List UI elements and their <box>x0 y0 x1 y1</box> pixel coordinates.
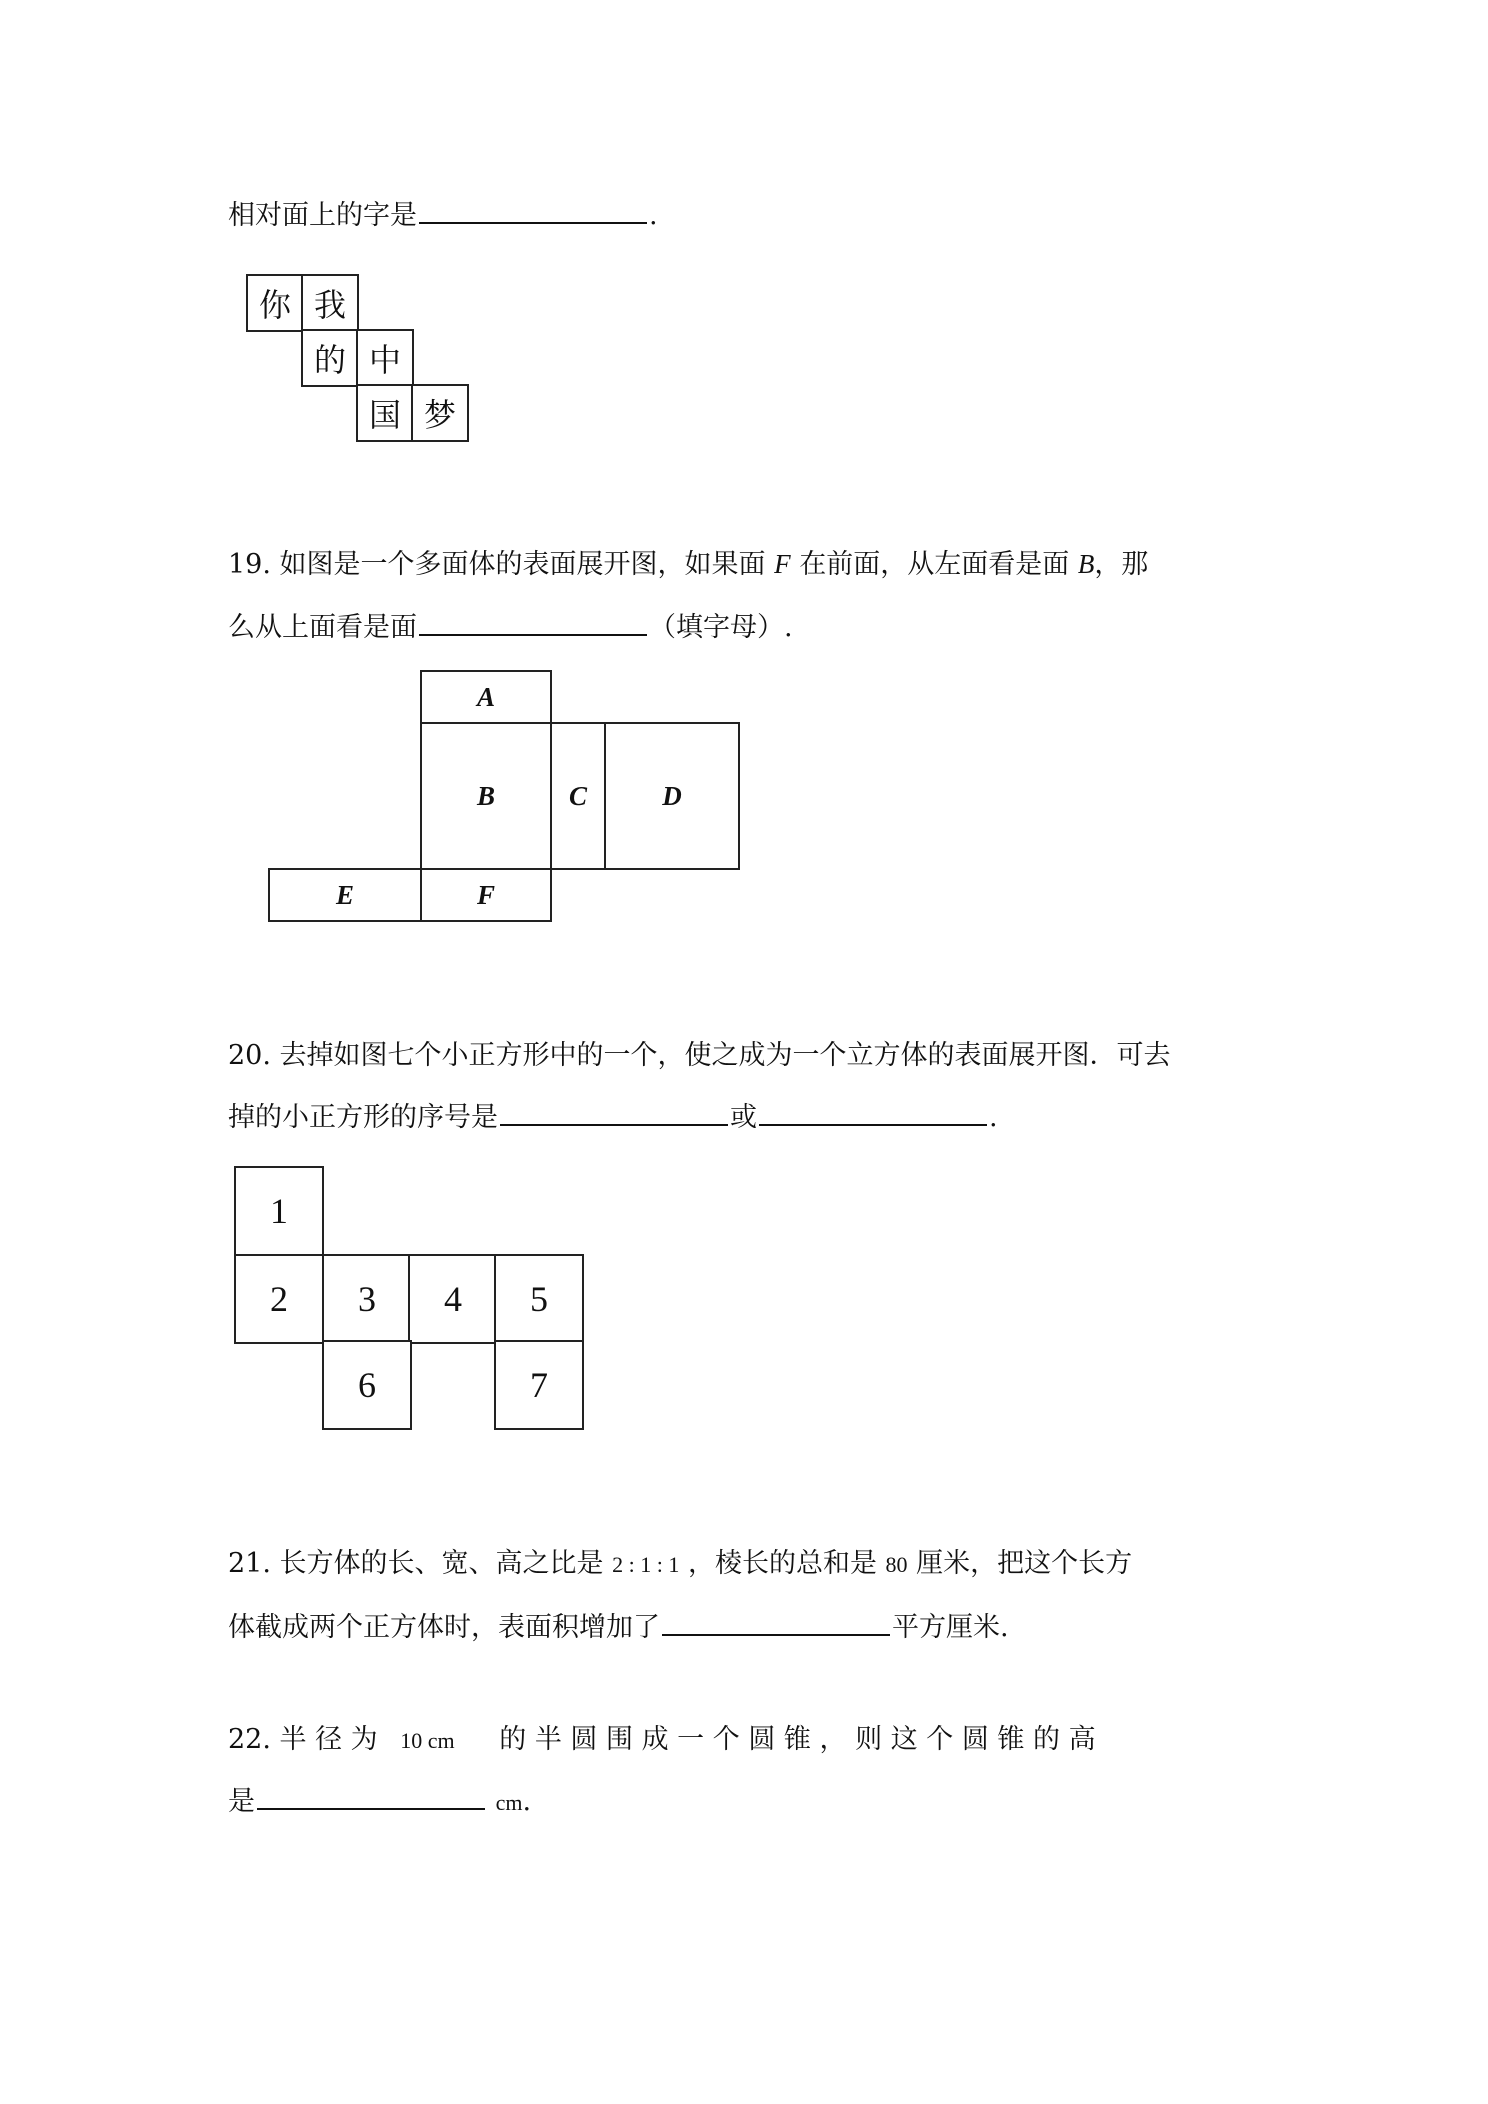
q20-square-3: 3 <box>322 1254 412 1344</box>
q18-cell-ni: 你 <box>246 274 304 332</box>
q18-cell-wo: 我 <box>301 274 359 332</box>
q18-text: 相对面上的字是 <box>228 200 417 231</box>
q21-line1: 21. 长方体的长、宽、高之比是 2 : 1 : 1 ，棱长的总和是 80 厘米，把这个长方 <box>228 1548 1133 1579</box>
q20-square-4: 4 <box>408 1254 498 1344</box>
q21-line2: 体截成两个正方体时，表面积增加了 平方厘米. <box>228 1608 1009 1646</box>
q19-net-figure <box>268 670 740 928</box>
q20-square-2: 2 <box>234 1254 324 1344</box>
q19-line2: 么从上面看是面 （填字母）. <box>228 608 793 646</box>
q19-face-a-cell: A <box>420 670 552 724</box>
q20-square-7: 7 <box>494 1340 584 1430</box>
q22-unit: cm <box>495 1790 523 1815</box>
q18-cube-net <box>246 274 476 449</box>
q18-cell-zhong: 中 <box>356 329 414 387</box>
q19-face-c-cell: C <box>550 722 606 870</box>
q20-answer-blank-2[interactable] <box>759 1098 987 1126</box>
q18-cell-guo: 国 <box>356 384 414 442</box>
q18-cell-meng: 梦 <box>411 384 469 442</box>
q19-face-f-cell: F <box>420 868 552 922</box>
q22-answer-blank[interactable] <box>257 1782 485 1810</box>
q19-face-e-cell: E <box>268 868 422 922</box>
q18-answer-blank[interactable] <box>419 196 647 224</box>
q20-answer-blank-1[interactable] <box>500 1098 728 1126</box>
q19-face-d-cell: D <box>604 722 740 870</box>
q22-line1: 22. 半 径 为 10 cm 的 半 圆 围 成 一 个 圆 锥 ， 则 这 个 圆 锥 的 高 <box>228 1724 1096 1755</box>
q20-square-1: 1 <box>234 1166 324 1256</box>
q20-seven-squares <box>234 1166 586 1430</box>
q19-answer-blank[interactable] <box>419 608 647 636</box>
q19-face-b-cell: B <box>420 722 552 870</box>
q19-face-b: B <box>1077 549 1095 579</box>
q19-line1: 19. 如图是一个多面体的表面展开图，如果面 F 在前面，从左面看是面 B，那 <box>228 549 1149 580</box>
q18-cell-de: 的 <box>301 329 359 387</box>
q19-face-f: F <box>774 549 791 579</box>
q20-line1: 20. 去掉如图七个小正方形中的一个，使之成为一个立方体的表面展开图．可去 <box>228 1040 1171 1071</box>
q20-square-6: 6 <box>322 1340 412 1430</box>
q22-line2: 是 cm. <box>228 1782 531 1821</box>
q22-radius: 10 cm <box>400 1728 455 1753</box>
q21-answer-blank[interactable] <box>662 1608 890 1636</box>
q21-ratio: 2 : 1 : 1 <box>612 1552 680 1577</box>
q20-square-5: 5 <box>494 1254 584 1344</box>
q20-line2: 掉的小正方形的序号是 或 . <box>228 1098 998 1136</box>
q18-line1: 相对面上的字是 . <box>228 196 658 234</box>
q21-total: 80 <box>885 1552 908 1577</box>
